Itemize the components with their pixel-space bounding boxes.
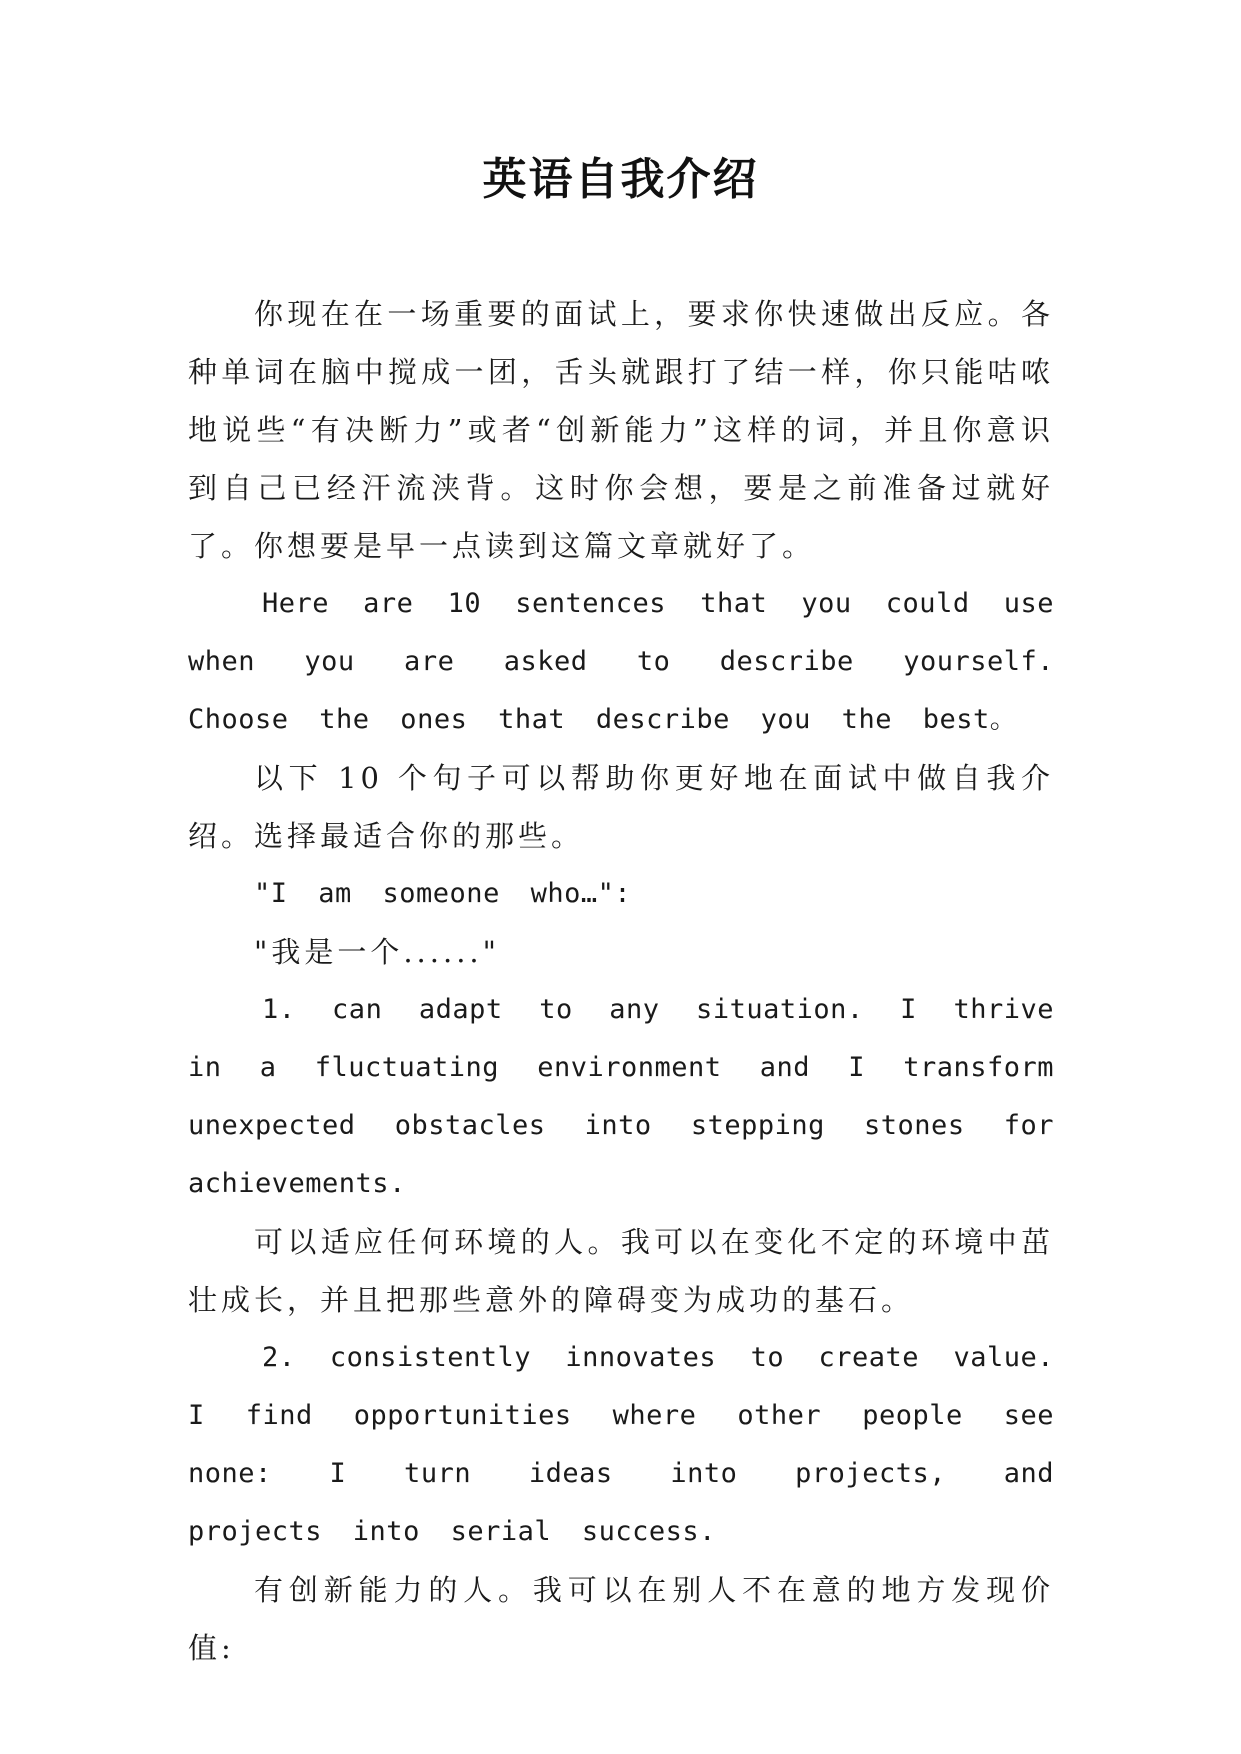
paragraph-item-1-zh: 可以适应任何环境的人。我可以在变化不定的环境中茁壮成长，并且把那些意外的障碍变为成功的基石。 — [188, 1225, 1054, 1317]
document-body — [188, 285, 1054, 1677]
paragraph-intro-zh: 你现在在一场重要的面试上，要求你快速做出反应。各种单词在脑中搅成一团，舌头就跟打了结一样，你只能咕哝地说些“有决断力”或者“创新能力”这样的词，并且你意识到自己已经汗流浃背。这时你会想，要是之前准备过就好了。你想要是早一点读到这篇文章就好了。 — [188, 297, 1054, 563]
paragraph-item-2-zh: 有创新能力的人。我可以在别人不在意的地方发现价值: — [188, 1573, 1054, 1665]
document-title: 英语自我介绍 — [482, 154, 759, 205]
paragraph-lead-zh: "我是一个......" — [254, 935, 500, 969]
paragraph-intro-en: Here are 10 sentences that you could use when you are asked to describe yourself. Choose the ones that describe you the best。 — [188, 588, 1054, 735]
paragraph-intro-translation: 以下 10 个句子可以帮助你更好地在面试中做自我介绍。选择最适合你的那些。 — [188, 761, 1054, 853]
paragraph-lead-en: "I am someone who…": — [254, 878, 632, 909]
paragraph-item-1-en: 1. can adapt to any situation. I thrive in a fluctuating environment and I transform unexpected obstacles into stepping stones for achievements. — [188, 994, 1054, 1199]
paragraph-item-2-en: 2. consistently innovates to create value. I find opportunities where other people see none: I turn ideas into projects, and projects into serial success. — [188, 1342, 1054, 1547]
